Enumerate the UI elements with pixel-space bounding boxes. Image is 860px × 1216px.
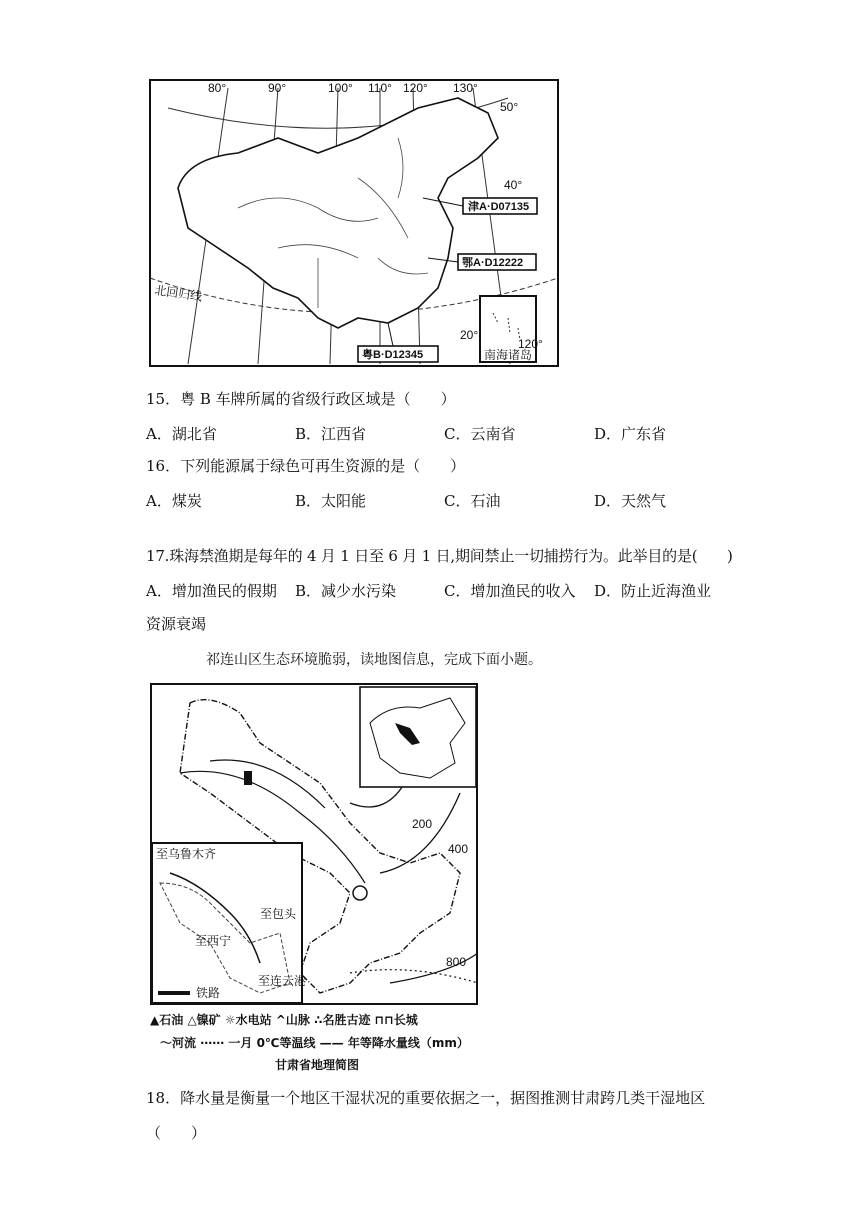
isoline-200: 200 [412, 817, 433, 831]
isoline-400: 400 [448, 842, 469, 856]
mountain-icon: ^ [275, 1013, 286, 1027]
inset-urumqi: 至乌鲁木齐 [156, 847, 217, 861]
q17-stem: 17.珠海禁渔期是每年的 4 月 1 日至 6 月 1 日,期间禁止一切捕捞行为。此举目的是( ) [146, 547, 733, 565]
legend-row-1 [150, 1011, 418, 1028]
section-intro: 祁连山区生态环境脆弱，读地图信息，完成下面小题。 [206, 652, 542, 668]
china-map [148, 78, 560, 368]
gansu-map-svg [150, 683, 478, 1005]
q17-option-a[interactable]: A．增加渔民的假期 [146, 582, 277, 600]
legend-oil: 石油 [159, 1013, 184, 1027]
legend-row-2 [160, 1034, 469, 1051]
heritage-icon: ∴ [314, 1013, 323, 1027]
legend-mountain: 山脉 [285, 1013, 310, 1027]
oil-icon: ▲ [150, 1013, 160, 1027]
q16-option-d[interactable]: D．天然气 [594, 492, 667, 510]
hydro-icon: ☼ [224, 1013, 236, 1027]
inset-lianyungang: 至连云港 [258, 974, 307, 988]
river-icon: 〜 [160, 1036, 173, 1050]
map-caption: 甘肃省地理简图 [275, 1058, 360, 1072]
lon-130: 130° [453, 81, 478, 95]
q18-paren: （ ） [146, 1124, 207, 1142]
q15-stem: 15．粤 B 车牌所属的省级行政区域是（ ） [146, 390, 456, 408]
q15-option-c[interactable]: C．云南省 [444, 425, 516, 443]
railway-label: 铁路 [196, 986, 221, 1000]
legend-hydro: 水电站 [235, 1013, 272, 1027]
legend-great-wall: 长城 [393, 1013, 418, 1027]
isoline-800: 800 [446, 955, 467, 969]
q16-stem: 16．下列能源属于绿色可再生资源的是（ ） [146, 457, 466, 475]
q16-option-c[interactable]: C．石油 [444, 492, 501, 510]
q15-option-a[interactable]: A．湖北省 [146, 425, 217, 443]
lat-20: 20° [460, 328, 479, 342]
great-wall-icon: ⊓⊓ [374, 1013, 394, 1027]
isotherm-icon: ⋯⋯ [200, 1036, 229, 1050]
legend-river: 河流 [172, 1036, 197, 1050]
plate-tianjin: 津A·D07135 [468, 201, 530, 213]
q17-option-c[interactable]: C．增加渔民的收入 [444, 582, 576, 600]
gansu-map [150, 683, 478, 1005]
isohyet-icon: —— [319, 1036, 348, 1050]
legend-isotherm: 一月 0℃等温线 [228, 1036, 316, 1050]
q18-stem: 18．降水量是衡量一个地区干湿状况的重要依据之一，据图推测甘肃跨几类干湿地区 [146, 1089, 706, 1107]
tropic-label: 北回归线 [153, 283, 204, 304]
nickel-icon: △ [187, 1013, 197, 1027]
q16-option-a[interactable]: A．煤炭 [146, 492, 202, 510]
q17-option-d-continuation: 资源衰竭 [146, 615, 207, 633]
plate-hubei: 鄂A·D12222 [462, 257, 524, 269]
lon-120: 120° [403, 81, 428, 95]
lat-50: 50° [500, 100, 519, 114]
legend-heritage: 名胜古迹 [322, 1013, 371, 1027]
q16-option-b[interactable]: B．太阳能 [295, 492, 367, 510]
lat-40: 40° [504, 178, 523, 192]
inset-xining: 至西宁 [195, 934, 232, 948]
q17-option-b[interactable]: B．减少水污染 [295, 582, 397, 600]
lon-110: 110° [368, 81, 392, 95]
inset-label: 南海诸岛 [484, 348, 533, 362]
q17-option-d[interactable]: D．防止近海渔业 [594, 582, 712, 600]
plate-guangdong: 粤B·D12345 [362, 349, 424, 361]
lon-100: 100° [328, 81, 353, 95]
legend-nickel: 镍矿 [196, 1013, 221, 1027]
lon-80: 80° [208, 81, 227, 95]
legend-isohyet: 年等降水量线（mm） [347, 1036, 469, 1050]
inset-degree: 120° [518, 337, 543, 351]
china-map-svg [148, 78, 560, 368]
q15-option-b[interactable]: B．江西省 [295, 425, 367, 443]
lon-90: 90° [268, 81, 287, 95]
inset-baotou: 至包头 [260, 907, 297, 921]
q15-option-d[interactable]: D．广东省 [594, 425, 667, 443]
